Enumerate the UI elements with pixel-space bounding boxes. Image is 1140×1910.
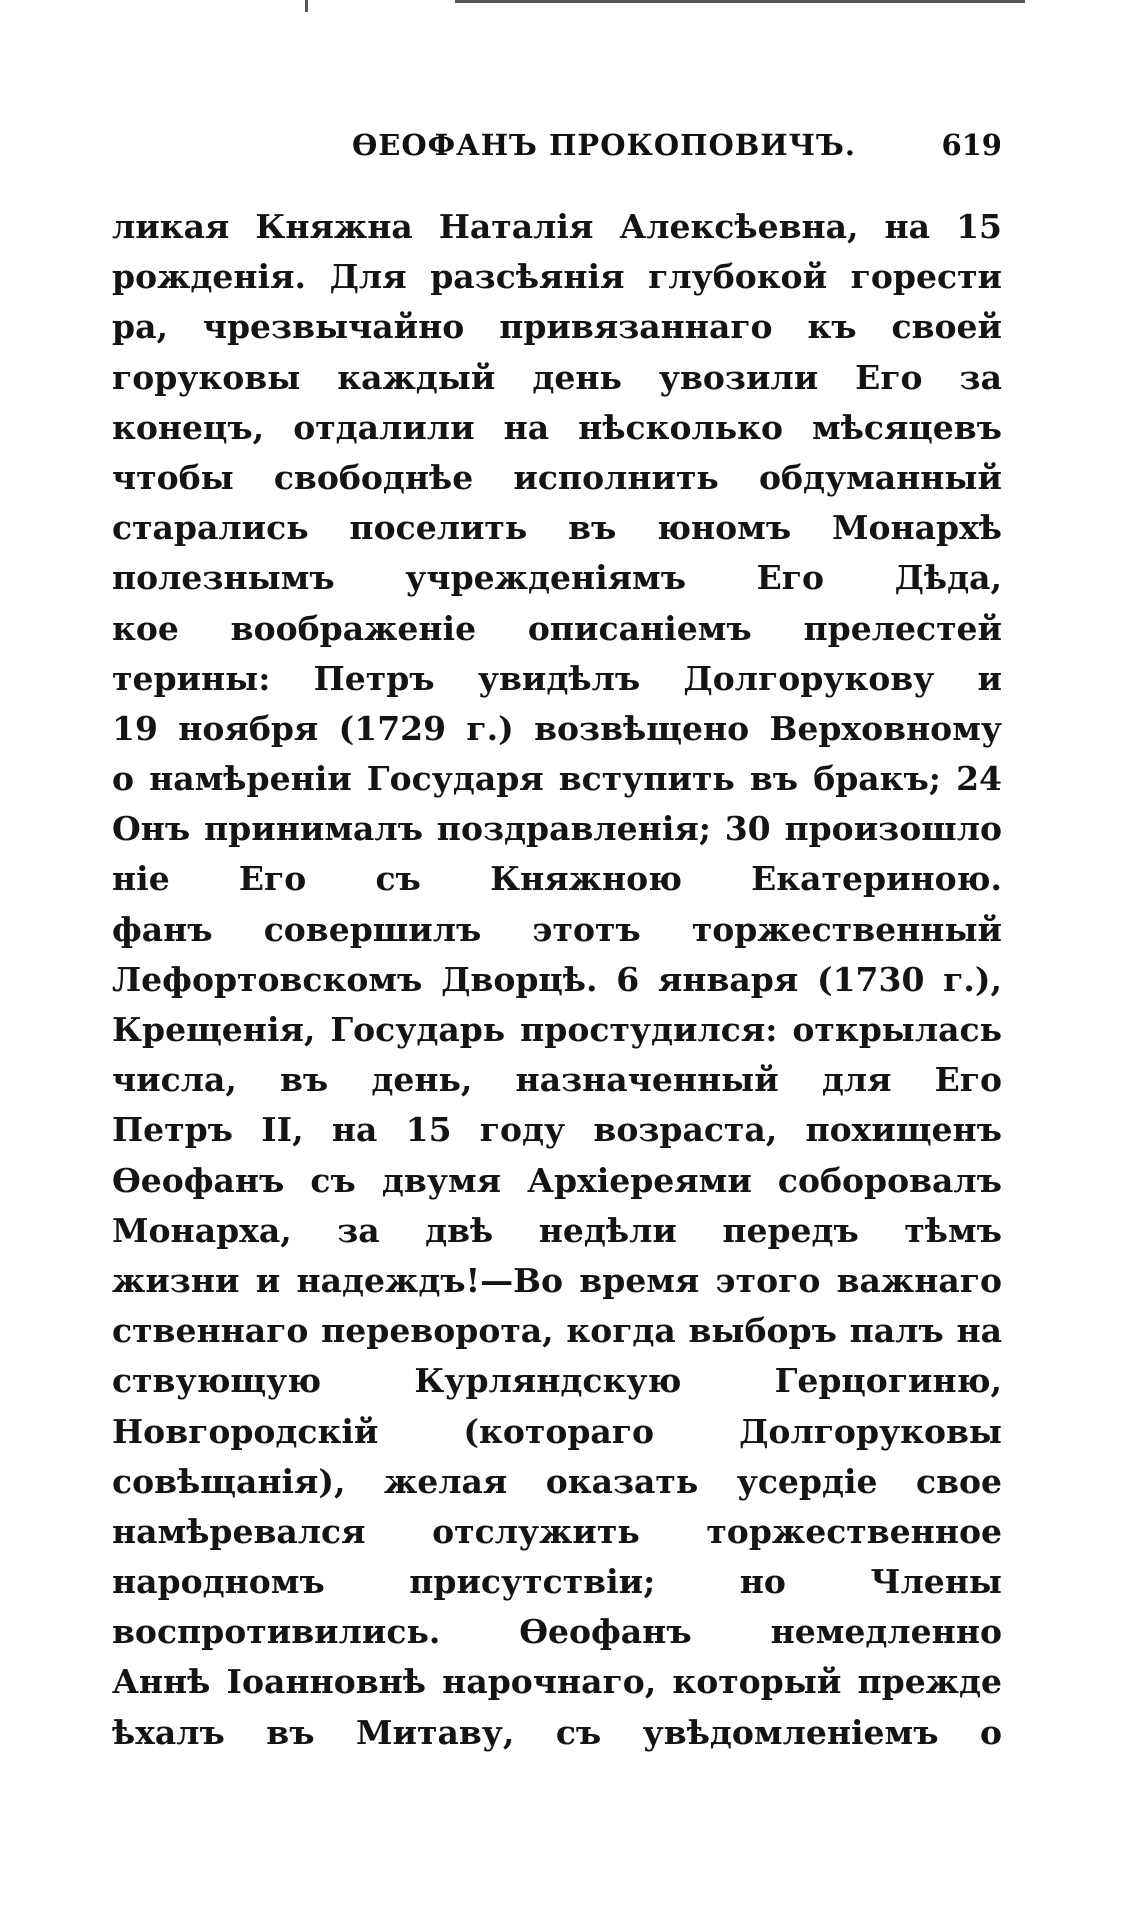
text-line: Ѳеофанъ съ двумя Архіереями соборовалъ: [112, 1160, 1002, 1200]
text-line: ствующую Курляндскую Герцогиню,: [112, 1361, 1002, 1401]
text-line: 19 ноября (1729 г.) возвѣщено Верховному: [112, 708, 1002, 748]
text-line: воспротивились. Ѳеофанъ немедленно: [112, 1612, 1002, 1652]
text-line: ніе Его съ Княжною Екатериною.: [112, 859, 1002, 899]
text-line: горуковы каждый день увозили Его за: [112, 357, 1002, 397]
text-line: ра, чрезвычайно привязаннаго къ своей: [112, 307, 1002, 347]
text-line: фанъ совершилъ этотъ торжественный: [112, 909, 1002, 949]
text-line: Аннѣ Іоанновнѣ нарочнаго, который прежде: [112, 1662, 1002, 1702]
text-line: Монарха, за двѣ недѣли передъ тѣмъ: [112, 1210, 1002, 1250]
text-line: полезнымъ учрежденіямъ Его Дѣда,: [112, 558, 1002, 598]
text-line: чтобы свободнѣе исполнить обдуманный: [112, 457, 1002, 497]
text-line: ликая Княжна Наталія Алексѣевна, на 15: [112, 207, 1002, 246]
text-line: Онъ принималъ поздравленія; 30 произошло: [112, 809, 1002, 849]
text-line: конецъ, отдалили на нѣсколько мѣсяцевъ: [112, 407, 1002, 447]
text-line: жизни и надеждъ!—Во время этого важнаго: [112, 1260, 1002, 1300]
running-title: ѲЕОФАНЪ ПРОКОПОВИЧЪ.: [352, 128, 856, 162]
text-line: Петръ II, на 15 году возраста, похищенъ: [112, 1110, 1002, 1150]
text-line: старались поселить въ юномъ Монархѣ: [112, 508, 1002, 548]
text-line: Новгородскій (котораго Долгоруковы: [112, 1411, 1002, 1451]
text-line: терины: Петръ увидѣлъ Долгорукову и: [112, 658, 1002, 698]
body-text: [112, 202, 1002, 1758]
top-edge-mark: [305, 0, 308, 12]
page-number: 619: [941, 128, 1002, 162]
text-line: совѣщанія), желая оказать усердіе свое: [112, 1461, 1002, 1501]
text-line: о намѣреніи Государя вступить въ бракъ; 24: [112, 759, 1002, 799]
text-line: народномъ присутствіи; но Члены: [112, 1562, 1002, 1602]
text-line: ственнаго переворота, когда выборъ палъ на: [112, 1311, 1002, 1351]
text-line: кое воображеніе описаніемъ прелестей: [112, 608, 1002, 648]
text-line: намѣревался отслужить торжественное: [112, 1511, 1002, 1551]
text-line: Лефортовскомъ Дворцѣ. 6 января (1730 г.),: [112, 959, 1002, 999]
text-line: числа, въ день, назначенный для Его: [112, 1060, 1002, 1100]
running-header: [112, 128, 1002, 174]
top-edge-rule: [455, 0, 1025, 3]
text-line: рожденія. Для разсѣянія глубокой горести: [112, 257, 1002, 297]
text-line: ѣхалъ въ Митаву, съ увѣдомленіемъ о: [112, 1712, 1002, 1752]
text-line: Крещенія, Государь простудился: открылась: [112, 1010, 1002, 1049]
